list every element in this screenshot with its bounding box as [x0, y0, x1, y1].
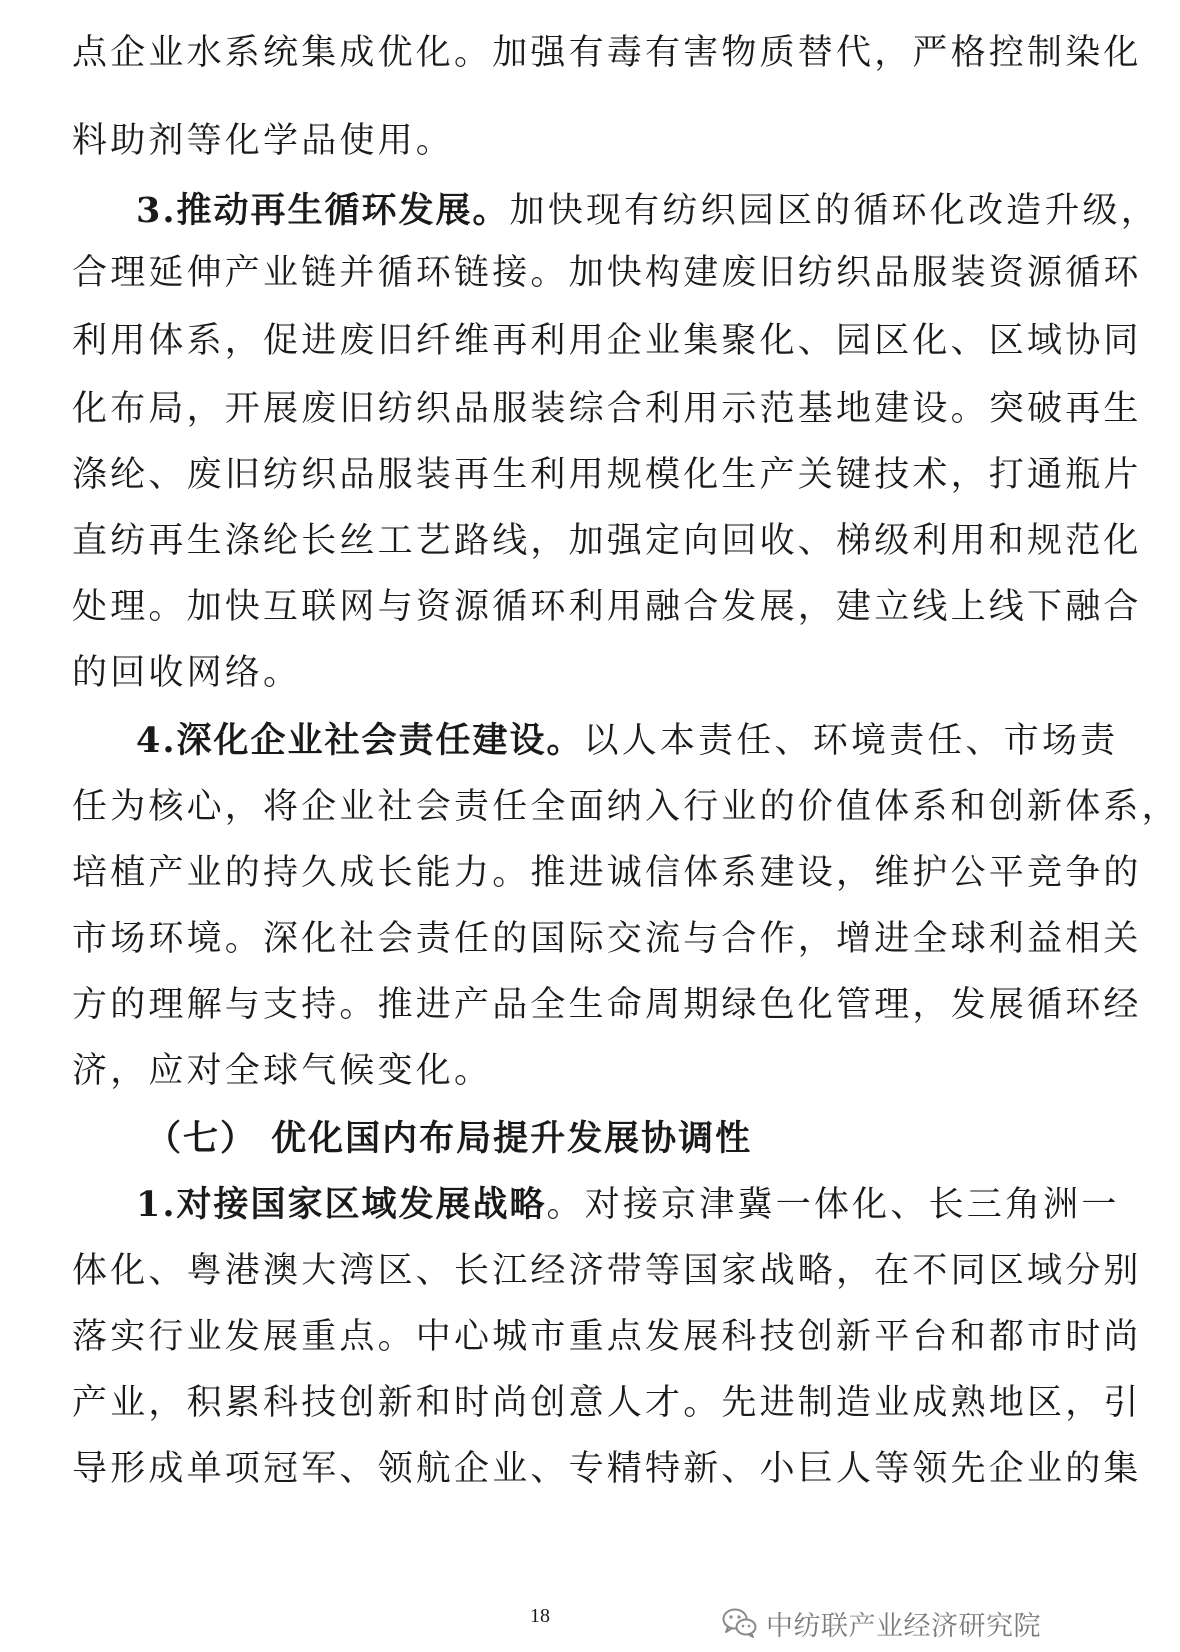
text-run: 以人本责任、环境责任、市场责 [583, 721, 1119, 761]
text-line: 济，应对全球气候变化。 [72, 1051, 493, 1091]
text-line: 市场环境。深化社会责任的国际交流与合作，增进全球利益相关 [72, 919, 1142, 959]
text-run: 。对接京津冀一体化、长三角洲一 [546, 1185, 1120, 1225]
text-line: 任为核心，将企业社会责任全面纳入行业的价值体系和创新体系， [72, 787, 1180, 827]
text-line: 合理延伸产业链并循环链接。加快构建废旧纺织品服装资源循环 [72, 253, 1142, 293]
text-line: 利用体系，促进废旧纤维再利用企业集聚化、园区化、区域协同 [72, 321, 1142, 361]
text-line: 涤纶、废旧纺织品服装再生利用规模化生产关键技术，打通瓶片 [72, 455, 1142, 495]
paragraph-3-first-line [136, 188, 1159, 234]
text-line: 方的理解与支持。推进产品全生命周期绿色化管理，发展循环经 [72, 985, 1142, 1025]
paragraph-4-first-line [136, 718, 1118, 764]
source-watermark [722, 1603, 1041, 1643]
text-line: 料助剂等化学品使用。 [72, 121, 455, 161]
item-heading: 3.推动再生循环发展。 [136, 190, 510, 231]
text-line: 产业，积累科技创新和时尚创意人才。先进制造业成熟地区，引 [72, 1383, 1142, 1423]
section-heading: （七） 优化国内布局提升发展协调性 [146, 1118, 753, 1159]
watermark-text: 中纺联产业经济研究院 [766, 1610, 1041, 1642]
text-line: 培植产业的持久成长能力。推进诚信体系建设，维护公平竞争的 [72, 853, 1142, 893]
text-line: 处理。加快互联网与资源循环利用融合发展，建立线上线下融合 [72, 587, 1142, 627]
paragraph-1-first-line [136, 1182, 1120, 1228]
text-line: 点企业水系统集成优化。加强有毒有害物质替代，严格控制染化 [72, 33, 1142, 73]
text-line: 导形成单项冠军、领航企业、专精特新、小巨人等领先企业的集 [72, 1449, 1142, 1489]
item-heading: 4.深化企业社会责任建设。 [136, 720, 584, 761]
page-number: 18 [530, 1605, 550, 1627]
item-heading: 1.对接国家区域发展战略 [136, 1184, 547, 1225]
text-line: 直纺再生涤纶长丝工艺路线，加强定向回收、梯级利用和规范化 [72, 521, 1142, 561]
text-line: 化布局，开展废旧纺织品服装综合利用示范基地建设。突破再生 [72, 389, 1142, 429]
text-line: 落实行业发展重点。中心城市重点发展科技创新平台和都市时尚 [72, 1317, 1142, 1357]
text-line: 体化、粤港澳大湾区、长江经济带等国家战略，在不同区域分别 [72, 1251, 1142, 1291]
text-line: 的回收网络。 [72, 653, 302, 693]
text-run: 加快现有纺织园区的循环化改造升级， [509, 191, 1159, 231]
wechat-icon [722, 1607, 758, 1639]
